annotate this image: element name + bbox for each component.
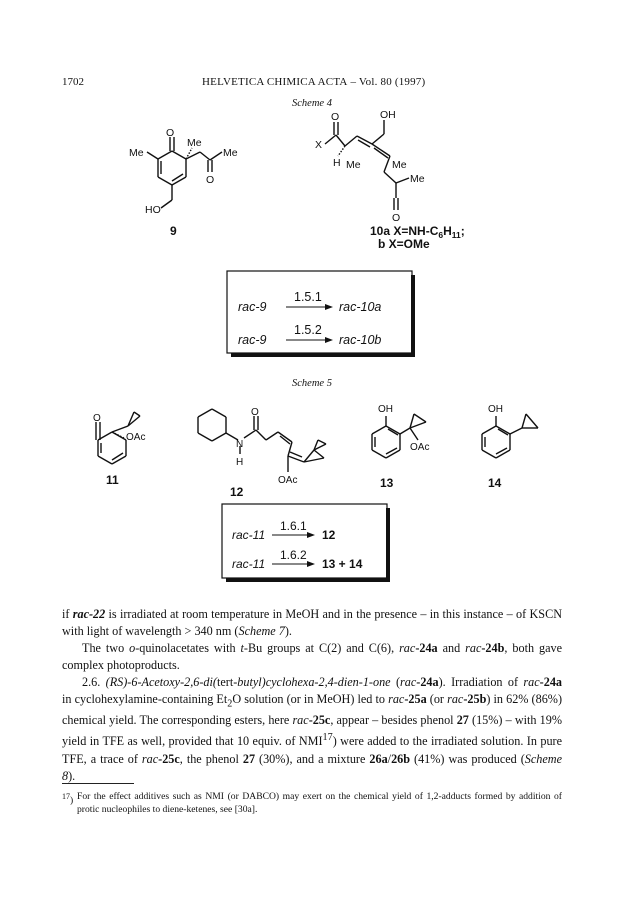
text-run: -quinolacetates with	[135, 641, 241, 655]
atom-OH: OH	[378, 404, 393, 415]
text-run: rac	[388, 692, 405, 706]
atom-Me: Me	[392, 159, 407, 171]
journal-name: HELVETICA CHIMICA ACTA	[202, 76, 348, 88]
atom-O: O	[392, 212, 401, 224]
atom-Me: Me	[346, 159, 361, 171]
compound-ref: 27	[242, 751, 256, 766]
text-run: rac	[465, 641, 482, 655]
label-10a-sub-6: 6	[438, 230, 444, 240]
atom-O: O	[93, 413, 101, 424]
compound-ref: -25a	[404, 692, 427, 706]
atom-Me: Me	[187, 137, 202, 149]
atom-O: O	[331, 111, 340, 123]
atom-OAc: OAc	[126, 432, 146, 443]
text-run: (or	[426, 692, 448, 706]
label-10a-end: ;	[460, 224, 465, 238]
text-run: ).	[68, 768, 76, 783]
text-run: , both gave complex photoproducts.	[62, 641, 562, 672]
text-run: ) in 62% (86%) chemical yield. The corresponding esters, here	[62, 692, 563, 728]
atom-H: H	[236, 457, 244, 468]
compound-9-structure	[147, 137, 222, 208]
compound-label-10b: b X=OMe	[378, 237, 430, 251]
compound-ref: -24b	[481, 641, 505, 655]
text-run: (15%) – with 19% yield in TFE as well, provided that 10 equiv. of NMI	[62, 713, 562, 749]
text-run: in cyclohexylamine-containing Et	[62, 692, 228, 706]
box5-row1-product: 12	[322, 528, 336, 542]
scheme-ref: Scheme 7	[238, 624, 285, 638]
atom-OAc: OAc	[278, 475, 298, 486]
box4-row1-condition: 1.5.1	[294, 290, 322, 304]
text-run: rac	[400, 675, 417, 689]
text-run: O solution (or in MeOH) led to	[232, 692, 389, 706]
paragraph-2	[62, 640, 562, 674]
compound-14-structure	[482, 414, 538, 458]
compound-ref: -24a	[539, 675, 563, 689]
text-run: /	[387, 751, 392, 766]
box4-row1-product: rac-10a	[339, 300, 382, 314]
atom-OH: OH	[380, 109, 396, 121]
atom-OAc: OAc	[410, 442, 430, 453]
text-run: and	[437, 641, 466, 655]
compound-ref: -25b	[463, 692, 487, 706]
compound-label-14: 14	[488, 476, 502, 490]
label-10a-h: H	[443, 224, 452, 238]
compound-label-9: 9	[170, 224, 177, 238]
text-run: -Bu groups at C(2) and C(6),	[243, 641, 400, 655]
atom-Me: Me	[223, 147, 238, 159]
atom-O: O	[206, 174, 215, 186]
section-heading: (RS)-6-Acetoxy-2,6-di(	[105, 675, 217, 689]
footnote-mark	[62, 790, 73, 807]
atom-OH: OH	[488, 404, 503, 415]
compound-ref: 27	[456, 713, 469, 728]
body-text	[62, 606, 562, 785]
scheme-5-structures	[0, 392, 624, 592]
footnote-ref[interactable]: 17	[322, 732, 333, 744]
text-run: , the phenol	[179, 751, 243, 766]
scheme-5-title: Scheme 5	[292, 378, 332, 389]
text-run: ).	[284, 624, 292, 638]
footnote-divider	[62, 783, 134, 784]
text-run: ). Irradiation of	[438, 675, 524, 689]
atom-HO: HO	[145, 204, 161, 216]
atom-Me: Me	[129, 147, 144, 159]
section-heading: -butyl)cyclohexa-2,4-dien-1-one	[233, 675, 391, 689]
scheme-4-title: Scheme 4	[292, 98, 332, 109]
compound-ref: -24a	[416, 675, 439, 689]
compound-ref: 26b	[391, 751, 411, 766]
section-number: 2.6.	[82, 675, 106, 689]
box4-row2-reactant: rac-9	[238, 333, 267, 347]
text-run: , appear – besides phenol	[330, 713, 457, 728]
compound-ref: rac-22	[72, 607, 106, 621]
scheme-ref: Scheme 8	[62, 751, 562, 783]
atom-O: O	[166, 127, 175, 139]
paragraph-3	[62, 674, 562, 785]
atom-N: N	[236, 439, 244, 450]
box4-row2-condition: 1.5.2	[294, 323, 322, 337]
text-run: (41%) was produced (	[410, 751, 525, 766]
paragraph-1	[62, 606, 562, 640]
compound-12-structure	[198, 409, 326, 472]
compound-ref: -25c	[308, 713, 331, 728]
text-run: rac	[399, 641, 416, 655]
box5-row1-reactant: rac-11	[232, 528, 266, 542]
box5-row2-product: 13 + 14	[322, 557, 363, 571]
text-run: t	[240, 641, 244, 655]
label-10a-text: 10a X=NH-C	[370, 224, 439, 238]
text-run: The two	[82, 641, 130, 655]
footnote-text: For the effect additives such as NMI (or DABCO) may exert on the chemical yield of 1,2-adducts formed by addition of protic nucleophiles to diene-ketenes, see [30a].	[77, 791, 562, 815]
compound-label-11: 11	[106, 473, 119, 487]
box5-row1-condition: 1.6.1	[280, 519, 307, 533]
scheme-4-structures	[0, 100, 624, 360]
box4-row1-reactant: rac-9	[238, 300, 267, 314]
footnote-number: 17	[62, 792, 70, 801]
compound-label-13: 13	[380, 476, 394, 490]
label-10a-sub-11: 11	[451, 230, 461, 240]
text-run: rac	[523, 675, 540, 689]
text-run: (30%), and a mixture	[255, 751, 370, 766]
journal-reference	[202, 76, 425, 88]
footnote-paren: )	[70, 795, 74, 807]
subscript: 2	[227, 698, 233, 710]
text-run: rac	[141, 751, 159, 766]
section-heading: tert	[216, 675, 234, 689]
text-run: is irradiated at room temperature in MeOH and in the presence – in this instance – of KSCN with light of wavelength > 340 nm (	[62, 607, 562, 638]
box5-row2-condition: 1.6.2	[280, 548, 307, 562]
journal-volume: – Vol. 80 (1997)	[347, 76, 426, 88]
running-header	[62, 76, 562, 92]
text-run: ) were added to the irradiated solution. In pure TFE, a trace of	[62, 734, 563, 766]
compound-label-12: 12	[230, 485, 244, 499]
compound-ref: -24a	[415, 641, 438, 655]
text-run: if	[62, 607, 73, 621]
text-run: (	[390, 675, 401, 689]
atom-H: H	[333, 157, 341, 169]
compound-ref: 26a	[369, 751, 388, 766]
page-number: 1702	[62, 76, 84, 88]
atom-Me: Me	[410, 173, 425, 185]
atom-X: X	[315, 139, 323, 151]
text-run: o	[129, 641, 136, 655]
box5-row2-reactant: rac-11	[232, 557, 266, 571]
footnote	[62, 790, 562, 816]
text-run: rac	[292, 713, 309, 728]
atom-O: O	[251, 407, 259, 418]
compound-ref: -25c	[158, 751, 180, 766]
box4-row2-product: rac-10b	[339, 333, 382, 347]
text-run: rac	[447, 692, 464, 706]
